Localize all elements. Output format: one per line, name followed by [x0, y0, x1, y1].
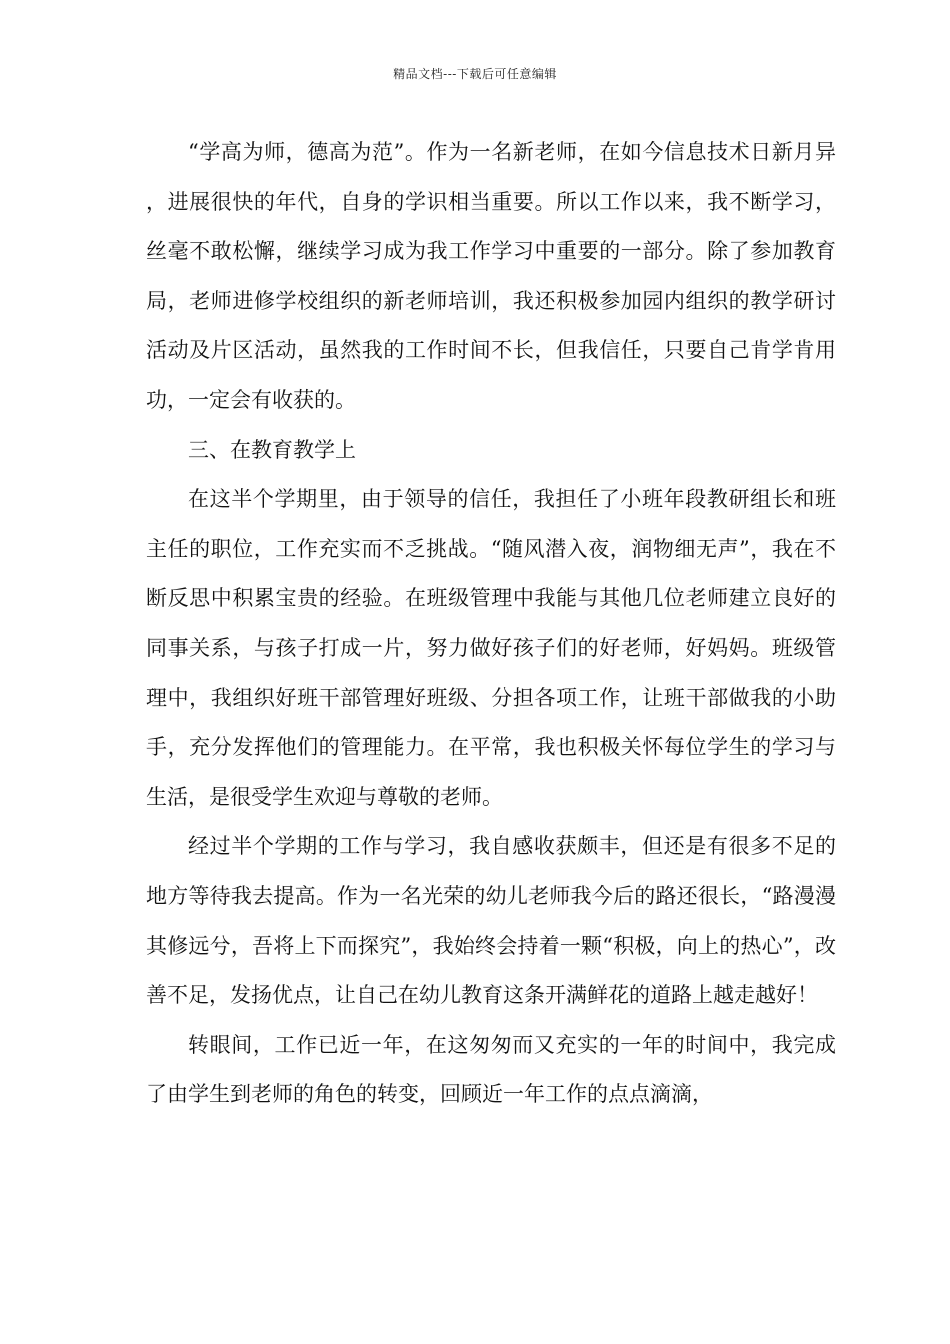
paragraph-learning: “学高为师，德高为范”。作为一名新老师，在如今信息技术日新月异，进展很快的年代，自身的学识相当重要。所以工作以来，我不断学习，丝毫不敢松懈，继续学习成为我工作学习中重要的一部分。除了参加教育局，老师进修学校组织的新老师培训，我还积极参加园内组织的教学研讨活动及片区活动，虽然我的工作时间不长，但我信任，只要自己肯学肯用功，一定会有收获的。: [146, 140, 836, 412]
document-body: [146, 128, 836, 1120]
paragraph-year-review: 转眼间，工作已近一年，在这匆匆而又充实的一年的时间中，我完成了由学生到老师的角色的转变，回顾近一年工作的点点滴滴，: [146, 1032, 836, 1107]
paragraph-reflection: 经过半个学期的工作与学习，我自感收获颇丰，但还是有很多不足的地方等待我去提高。作为一名光荣的幼儿老师我今后的路还很长，“路漫漫其修远兮，吾将上下而探究”，我始终会持着一颗“积极，向上的热心”，改善不足，发扬优点，让自己在幼儿教育这条开满鲜花的道路上越走越好！: [146, 834, 836, 1008]
page-header: 精品文档---下载后可任意编辑: [393, 67, 557, 81]
section-heading-teaching: 三、在教育教学上: [188, 437, 356, 462]
paragraph-class-management: 在这半个学期里，由于领导的信任，我担任了小班年段教研组长和班主任的职位，工作充实而不乏挑战。“随风潜入夜，润物细无声”，我在不断反思中积累宝贵的经验。在班级管理中我能与其他几位老师建立良好的同事关系，与孩子打成一片，努力做好孩子们的好老师，好妈妈。班级管理中，我组织好班干部管理好班级、分担各项工作，让班干部做我的小助手，充分发挥他们的管理能力。在平常，我也积极关怀每位学生的学习与生活，是很受学生欢迎与尊敬的老师。: [146, 487, 836, 809]
